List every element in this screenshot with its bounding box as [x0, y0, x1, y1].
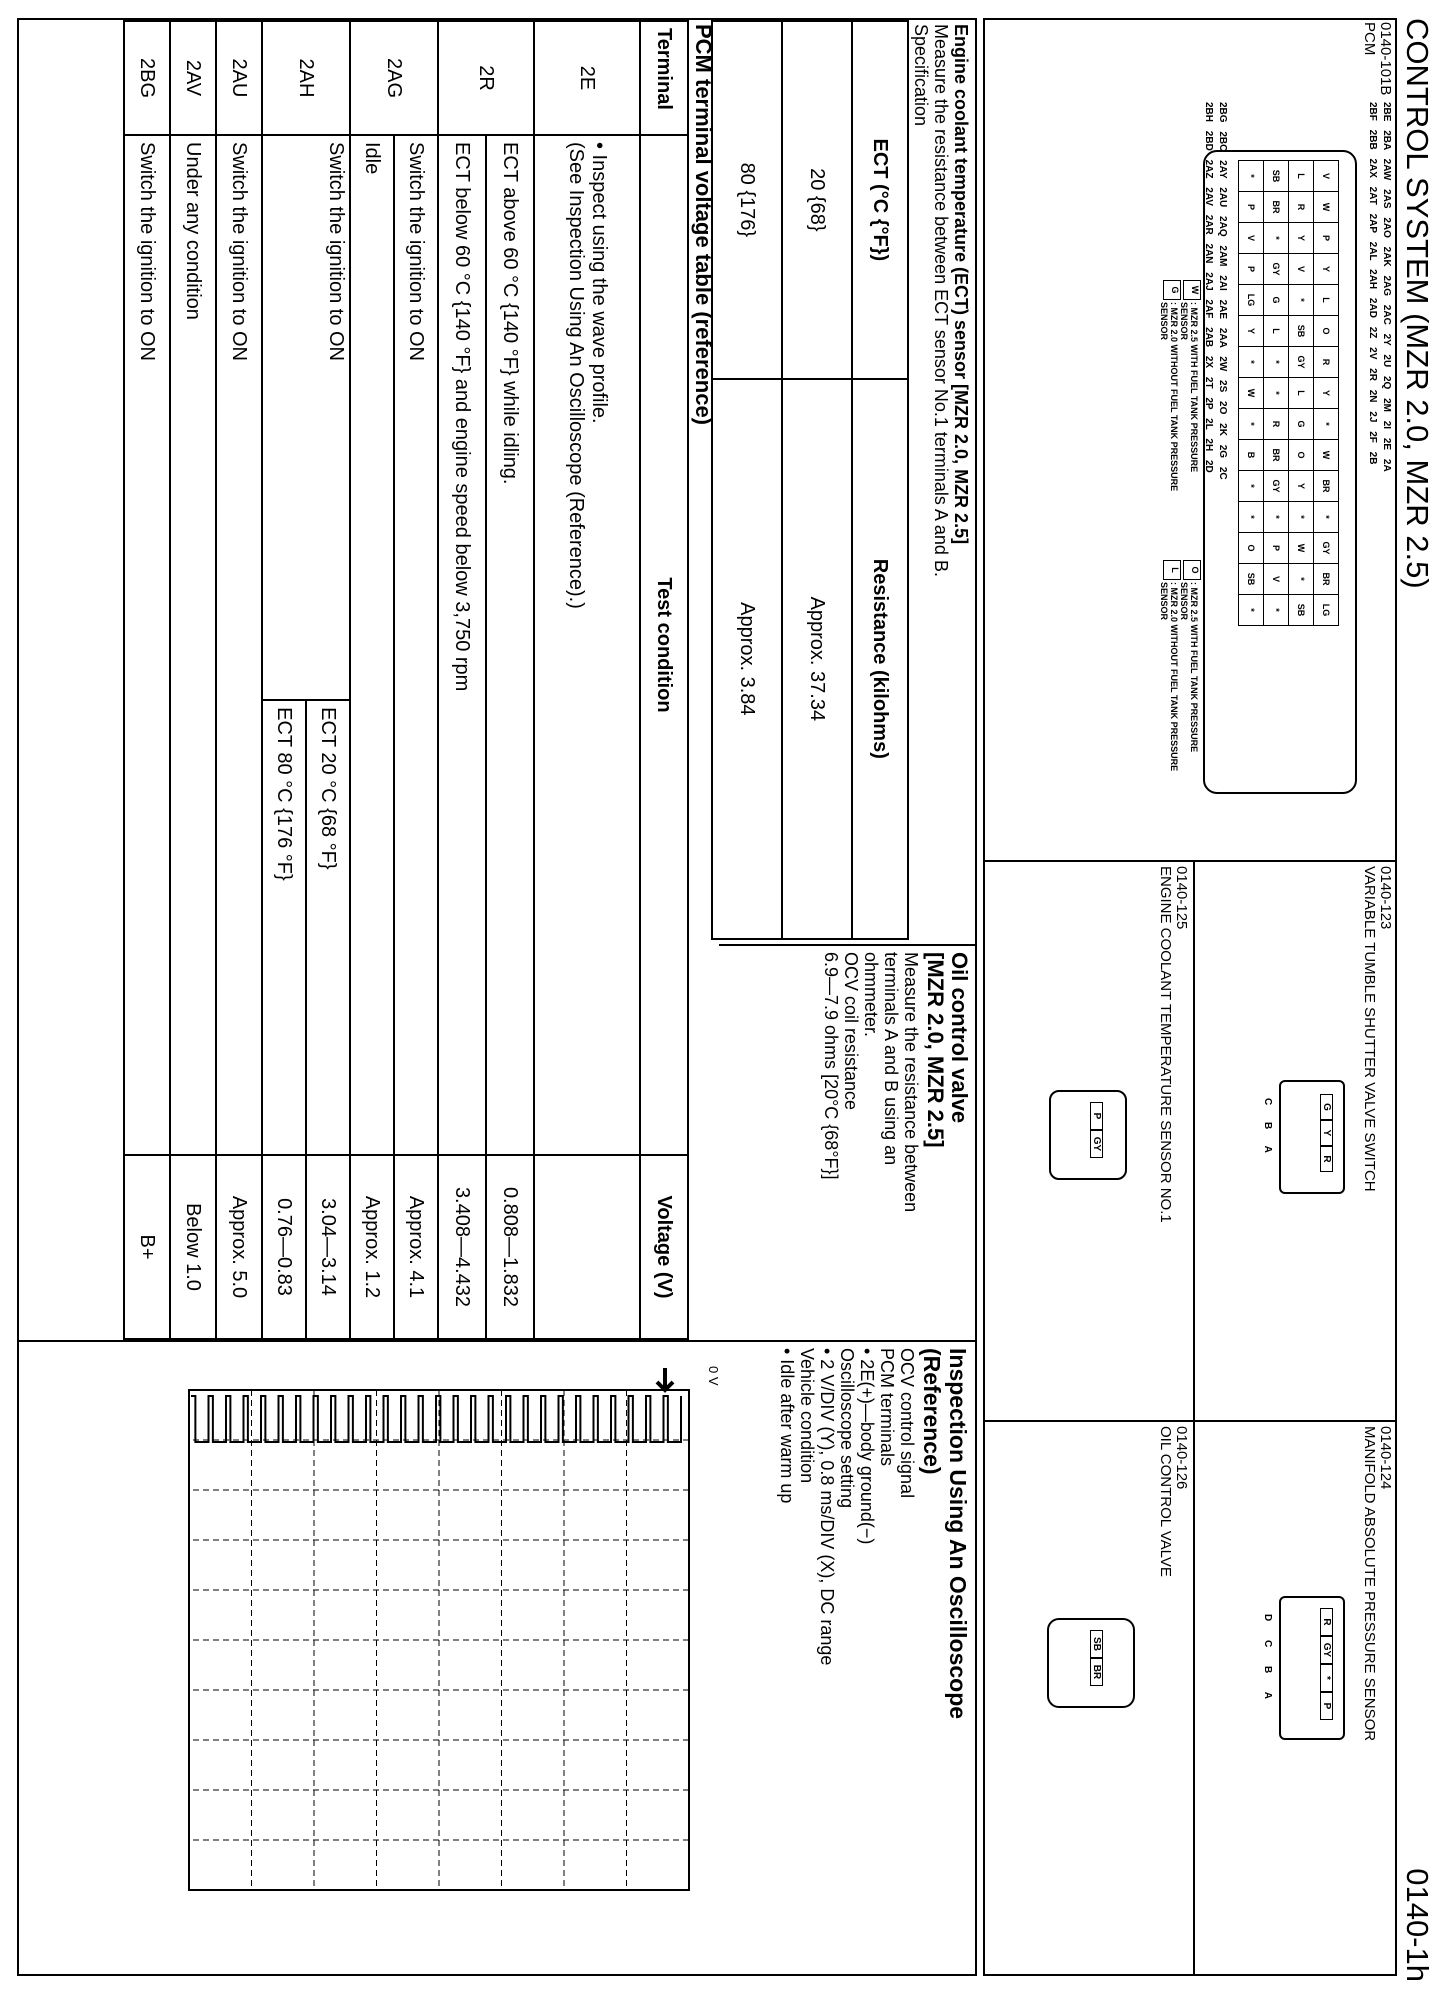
ocv-spec-line: OCV coil resistance: [841, 952, 861, 1111]
pin-cell: B: [1239, 440, 1264, 471]
pin-cell: *: [1264, 347, 1289, 378]
table-row: [640, 21, 688, 1339]
pin-letter: C: [1262, 1640, 1273, 1648]
c123-code: 0140-123: [1377, 866, 1394, 930]
ocv-title: Oil control valve: [947, 952, 972, 1124]
osc-line: PCM terminals: [877, 1348, 897, 1467]
pin-cell: *: [1289, 564, 1314, 595]
pcm-wire-row: [1289, 161, 1314, 626]
pin-letter: B: [1262, 1666, 1273, 1674]
pin-letter: A: [1262, 1691, 1273, 1699]
condition-cell: Switch the ignition to ON: [124, 135, 170, 1155]
pin-cell: W: [1289, 533, 1314, 564]
c126-code: 0140-126: [1173, 1426, 1190, 1490]
pin-cell: *: [1239, 471, 1264, 502]
pin-cell: SB: [1264, 161, 1289, 192]
pcm-pin-row-1: 2BE 2BA 2AW 2AS 2AO 2AK 2AG 2AC 2Y 2U 2Q 2M 2I 2E 2A: [1381, 102, 1392, 472]
pin-cell: L: [1314, 285, 1339, 316]
pin-cell: Y: [1314, 378, 1339, 409]
pin-cell: *: [1264, 502, 1289, 533]
condition-line: • Inspect using the wave profile.: [588, 142, 610, 424]
pin-cell: *: [1289, 502, 1314, 533]
pin-cell: *: [1239, 595, 1264, 626]
note-l-code: L: [1170, 567, 1180, 573]
note-g-text: : MZR 2.0 WITHOUT FUEL TANK PRESSURE SENSOR: [1159, 302, 1179, 492]
c125-name: ENGINE COOLANT TEMPERATURE SENSOR NO.1: [1157, 866, 1174, 1223]
voltage-cell: Below 1.0: [170, 1155, 216, 1339]
pcm-wire-row: [1239, 161, 1264, 626]
pcm-connector-label: PCM: [1361, 22, 1378, 56]
pin-cell: R: [1289, 192, 1314, 223]
note-o-text: : MZR 2.5 WITH FUEL TANK PRESSURE SENSOR: [1179, 582, 1199, 753]
c124-pins: [1320, 1608, 1333, 1720]
condition-cell: ECT above 60 °C {140 °F} while idling.: [486, 135, 534, 1155]
note-g-code: G: [1170, 286, 1180, 294]
ect-table: [711, 20, 909, 940]
c125-code: 0140-125: [1173, 866, 1190, 930]
voltage-cell: B+: [124, 1155, 170, 1339]
pin-cell: W: [1314, 440, 1339, 471]
pin-letter: D: [1262, 1614, 1273, 1622]
pin-cell: G: [1289, 409, 1314, 440]
table-row: [394, 21, 438, 1339]
col-voltage: Voltage (V): [640, 1155, 688, 1339]
condition-line: (See Inspection Using An Oscilloscope (Reference).): [565, 142, 587, 609]
osc-line: OCV control signal: [897, 1348, 917, 1499]
pin-cell: BR: [1264, 440, 1289, 471]
voltage-cell: Approx. 5.0: [216, 1155, 262, 1339]
table-row: [438, 21, 486, 1339]
c123-pins: [1320, 1094, 1333, 1172]
pin-cell: BR: [1090, 1658, 1103, 1686]
pcm-wire-row: [1314, 161, 1339, 626]
pin-cell: L: [1289, 161, 1314, 192]
pin-cell: R: [1264, 409, 1289, 440]
pin-cell: O: [1289, 440, 1314, 471]
pin-cell: W: [1239, 378, 1264, 409]
ect-title: Engine coolant temperature (ECT) sensor [MZR 2.0, MZR 2.5]: [951, 24, 971, 545]
table-row: [534, 21, 640, 1339]
c126-name: OIL CONTROL VALVE: [1157, 1426, 1174, 1577]
divider: [1193, 860, 1195, 1976]
table-row: [306, 21, 350, 1339]
page-title: CONTROL SYSTEM (MZR 2.0, MZR 2.5): [1400, 18, 1435, 589]
pin-letter: B: [1262, 1122, 1273, 1130]
pin-cell: GY: [1264, 471, 1289, 502]
terminal-cell: 2E: [534, 21, 640, 135]
pin-cell: *: [1314, 502, 1339, 533]
pin-cell: *: [1239, 347, 1264, 378]
divider: [719, 944, 977, 946]
col-test-condition: Test condition: [640, 135, 688, 1155]
pin-cell: W: [1314, 192, 1339, 223]
c123-letters: [1262, 1098, 1273, 1153]
pin-cell: P: [1239, 254, 1264, 285]
scope-grid: [189, 1390, 689, 1890]
osc-line: • Idle after warm up: [777, 1348, 797, 1504]
ect-col-temp: ECT (°C {°F}): [852, 21, 908, 379]
condition-cell: [534, 135, 640, 1155]
ect-temp-cell: 20 {68}: [782, 21, 852, 379]
table-row: [350, 21, 394, 1339]
condition-cell: Switch the ignition to ON: [216, 135, 262, 1155]
ocv-desc-line: terminals A and B using an: [881, 952, 901, 1166]
pcm-wire-row: [1264, 161, 1289, 626]
pin-cell: *: [1239, 502, 1264, 533]
ocv-desc-line: Measure the resistance between: [901, 952, 921, 1213]
condition-cell: ECT below 60 °C {140 °F} and engine speed below 3,750 rpm: [438, 135, 486, 1155]
osc-zero-label: 0 V: [706, 1366, 721, 1386]
pin-cell: V: [1264, 564, 1289, 595]
zero-arrow: [657, 1368, 673, 1390]
ect-resistance-cell: Approx. 37.34: [782, 379, 852, 939]
pcm-pin-row-4: 2BH 2BD 2AZ 2AV 2AR 2AN 2AJ 2AF 2AB 2X 2T 2P 2L 2H 2D: [1203, 102, 1214, 473]
pin-cell: *: [1320, 1664, 1333, 1692]
voltage-cell: 3.04—3.14: [306, 1155, 350, 1339]
pin-cell: *: [1239, 161, 1264, 192]
pin-cell: O: [1239, 533, 1264, 564]
pcm-pin-grid: [1238, 160, 1339, 626]
page-number: 0140-1h: [1400, 1868, 1435, 1982]
terminal-cell: 2AH: [262, 21, 350, 135]
divider: [983, 860, 1397, 862]
voltage-cell: 3.408—4.432: [438, 1155, 486, 1339]
voltage-cell: 0.76—0.83: [262, 1155, 306, 1339]
voltage-cell: Approx. 4.1: [394, 1155, 438, 1339]
note-box-l: [1163, 560, 1181, 580]
pin-cell: Y: [1289, 471, 1314, 502]
c124-name: MANIFOLD ABSOLUTE PRESSURE SENSOR: [1361, 1426, 1378, 1742]
condition-cell: Switch the ignition to ON: [262, 135, 350, 700]
voltage-cell: 0.808—1.832: [486, 1155, 534, 1339]
pin-cell: V: [1239, 223, 1264, 254]
table-row: [486, 21, 534, 1339]
terminal-cell: 2R: [438, 21, 534, 135]
terminal-cell: 2AV: [170, 21, 216, 135]
pin-cell: GY: [1090, 1130, 1103, 1158]
pin-cell: GY: [1289, 347, 1314, 378]
c126-pins: [1090, 1630, 1103, 1686]
pin-cell: *: [1264, 378, 1289, 409]
note-box-w: [1183, 280, 1201, 300]
pcm-table-title: PCM terminal voltage table (reference): [691, 24, 716, 426]
terminal-cell: 2AG: [350, 21, 438, 135]
c124-code: 0140-124: [1377, 1426, 1394, 1490]
c124-letters: [1262, 1614, 1273, 1699]
pin-cell: Y: [1289, 223, 1314, 254]
condition-cell: Switch the ignition to ON: [394, 135, 438, 1155]
pin-cell: SB: [1090, 1630, 1103, 1658]
condition-subcell: ECT 80 °C {176 °F}: [262, 700, 306, 1155]
note-w-text: : MZR 2.5 WITH FUEL TANK PRESSURE SENSOR: [1179, 302, 1199, 473]
pin-cell: P: [1264, 533, 1289, 564]
pin-cell: P: [1314, 223, 1339, 254]
table-row: [124, 21, 170, 1339]
pcm-pin-row-3: 2BG 2BC 2AY 2AU 2AQ 2AM 2AI 2AE 2AA 2W 2S 2O 2K 2G 2C: [1217, 102, 1228, 480]
c123-housing: [1279, 1080, 1345, 1194]
terminal-cell: 2BG: [124, 21, 170, 135]
pin-cell: LG: [1314, 595, 1339, 626]
col-terminal: Terminal: [640, 21, 688, 135]
pin-cell: G: [1264, 285, 1289, 316]
condition-cell: Idle: [350, 135, 394, 1155]
voltage-cell: [534, 1155, 640, 1339]
table-row: [852, 21, 908, 939]
pin-cell: *: [1314, 409, 1339, 440]
c123-name: VARIABLE TUMBLE SHUTTER VALVE SWITCH: [1361, 866, 1378, 1192]
c125-pins: [1090, 1102, 1103, 1158]
osc-line: Vehicle condition: [797, 1348, 817, 1484]
condition-subcell: ECT 20 °C {68 °F}: [306, 700, 350, 1155]
note-w-code: W: [1190, 285, 1200, 295]
pin-cell: SB: [1239, 564, 1264, 595]
pcm-terminal-voltage-table: [123, 20, 689, 1340]
pin-cell: P: [1320, 1692, 1333, 1720]
osc-line: • 2 V/DIV (Y), 0.8 ms/DIV (X), DC range: [817, 1348, 837, 1666]
note-o-code: O: [1190, 566, 1200, 574]
pin-cell: L: [1264, 316, 1289, 347]
osc-line: Oscilloscope setting: [837, 1348, 857, 1509]
ect-spec-label: Specification: [911, 24, 931, 127]
note-box-g: [1163, 280, 1181, 300]
pin-cell: Y: [1320, 1120, 1333, 1146]
c125-housing: [1049, 1090, 1127, 1180]
pin-cell: O: [1314, 316, 1339, 347]
table-row: [782, 21, 852, 939]
note-box-o: [1183, 560, 1201, 580]
pin-cell: SB: [1289, 595, 1314, 626]
ocv-subtitle: [MZR 2.0, MZR 2.5]: [923, 952, 948, 1148]
pin-cell: BR: [1264, 192, 1289, 223]
pin-cell: *: [1239, 409, 1264, 440]
pin-letter: C: [1262, 1098, 1273, 1106]
pin-cell: GY: [1314, 533, 1339, 564]
table-row: [216, 21, 262, 1339]
pin-letter: A: [1262, 1145, 1273, 1153]
osc-line: • 2E(+)—body ground(−): [857, 1348, 877, 1545]
ect-temp-cell: 80 {176}: [712, 21, 782, 379]
osc-subtitle: (Reference): [919, 1348, 945, 1475]
pin-cell: V: [1289, 254, 1314, 285]
pin-cell: SB: [1289, 316, 1314, 347]
divider: [983, 1420, 1397, 1422]
pin-cell: P: [1090, 1102, 1103, 1130]
pin-cell: R: [1320, 1146, 1333, 1172]
pin-cell: Y: [1314, 254, 1339, 285]
pin-cell: R: [1314, 347, 1339, 378]
table-row: [170, 21, 216, 1339]
c124-housing: [1279, 1596, 1345, 1740]
pin-cell: GY: [1320, 1636, 1333, 1664]
pin-cell: BR: [1314, 564, 1339, 595]
pin-cell: L: [1289, 378, 1314, 409]
pin-cell: V: [1314, 161, 1339, 192]
ocv-desc-line: ohmmeter.: [861, 952, 881, 1038]
pin-cell: BR: [1314, 471, 1339, 502]
pin-cell: *: [1289, 285, 1314, 316]
condition-cell: Under any condition: [170, 135, 216, 1155]
pin-cell: R: [1320, 1608, 1333, 1636]
pin-cell: GY: [1264, 254, 1289, 285]
pin-cell: LG: [1239, 285, 1264, 316]
pin-cell: G: [1320, 1094, 1333, 1120]
table-row: [712, 21, 782, 939]
pcm-connector-code: 0140-101B: [1377, 22, 1394, 96]
osc-title: Inspection Using An Oscilloscope: [945, 1348, 971, 1720]
divider: [17, 1340, 977, 1342]
note-l-text: : MZR 2.0 WITHOUT FUEL TANK PRESSURE SENSOR: [1159, 582, 1179, 772]
ect-col-resistance: Resistance (kilohms): [852, 379, 908, 939]
oscilloscope-waveform: [161, 1360, 701, 1920]
voltage-cell: Approx. 1.2: [350, 1155, 394, 1339]
terminal-cell: 2AU: [216, 21, 262, 135]
pin-cell: Y: [1239, 316, 1264, 347]
ect-desc: Measure the resistance between ECT sensor No.1 terminals A and B.: [931, 24, 951, 577]
scope-trace: [191, 1396, 681, 1442]
ocv-spec-line: 6.9—7.9 ohms [20°C {68°F}]: [821, 952, 841, 1180]
pin-cell: P: [1239, 192, 1264, 223]
pin-cell: *: [1264, 595, 1289, 626]
pcm-pin-row-2: 2BF 2BB 2AX 2AT 2AP 2AL 2AH 2AD 2Z 2V 2R 2N 2J 2F 2B: [1367, 102, 1378, 465]
pin-cell: *: [1264, 223, 1289, 254]
ect-resistance-cell: Approx. 3.84: [712, 379, 782, 939]
